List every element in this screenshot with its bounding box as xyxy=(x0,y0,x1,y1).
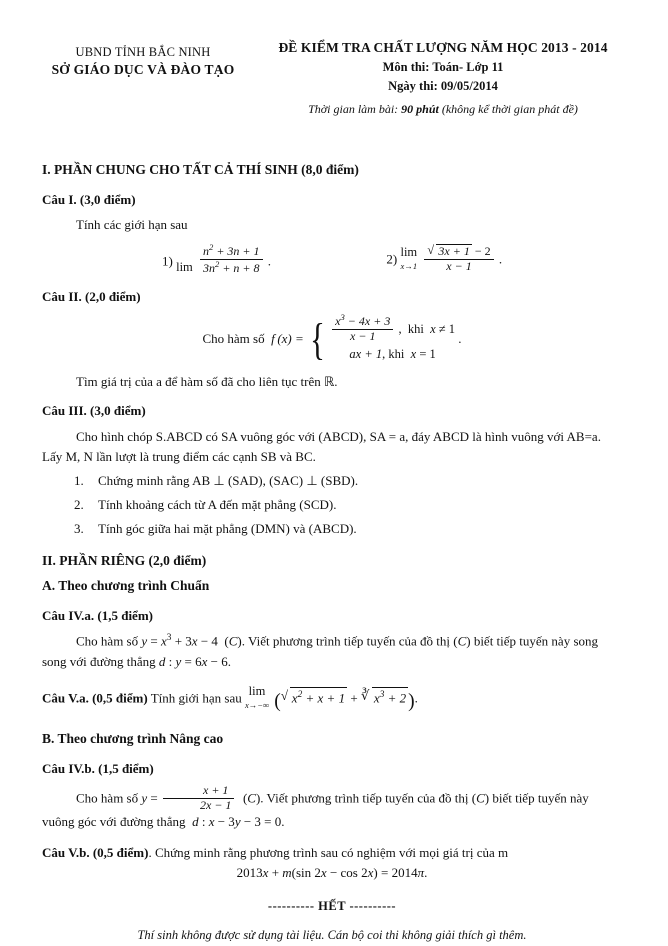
fraction-4b: $\frac{x + 1}{2x - 1}$ xyxy=(163,784,234,813)
case-2-expression: ax + 1 xyxy=(349,347,383,362)
exam-title-block xyxy=(252,38,634,118)
item-text: Tính khoảng cách từ A đến mặt phẳng (SCD). xyxy=(98,496,337,512)
part-2-heading: II. PHẦN RIÊNG (2,0 điểm) xyxy=(42,553,207,569)
item-text: Tính góc giữa hai mặt phẳng (DMN) và (ABCD). xyxy=(98,521,357,537)
question-1-item-2 xyxy=(320,243,622,278)
fraction-1: $\frac{n^2 + 3n + 1}{3n^2 + n + 8}$ xyxy=(200,243,263,276)
question-3-items xyxy=(42,471,622,539)
period-1: . xyxy=(267,253,272,269)
exam-date: Ngày thi: 09/05/2014 xyxy=(388,79,498,93)
sqrt-expression: √ $x^2 + x + 1$ xyxy=(281,687,347,708)
question-2-lead: Cho hàm số xyxy=(202,331,265,347)
item-1-label: 1) xyxy=(162,253,173,269)
question-5a-prompt: Tính giới hạn sau xyxy=(150,690,242,706)
close-paren: ) xyxy=(408,690,415,712)
case-1-fraction: $\frac{x^3 - 4x + 3}{x - 1}$ xyxy=(332,313,393,344)
question-3-heading: Câu III. (3,0 điểm) xyxy=(42,403,146,419)
left-brace: { xyxy=(310,315,325,365)
exam-duration xyxy=(252,100,634,118)
question-1-item-1 xyxy=(42,243,320,278)
question-3-statement: Cho hình chóp S.ABCD có SA vuông góc với (ABCD), SA = a, đáy ABCD là hình vuông với AB=a. Lấy M, N lần lượt là trung điểm các cạnh SB và BC. xyxy=(42,428,601,464)
cbrt-expression: ∛ $x^3 + 2$ xyxy=(361,687,408,708)
authority-line-2: SỞ GIÁO DỤC VÀ ĐÀO TẠO xyxy=(51,61,235,77)
question-2-heading: Câu II. (2,0 điểm) xyxy=(42,288,141,304)
duration-value: 90 phút xyxy=(401,101,439,116)
part-a-heading: A. Theo chương trình Chuẩn xyxy=(42,578,210,594)
part-1-heading: I. PHẦN CHUNG CHO TẤT CẢ THÍ SINH (8,0 điểm) xyxy=(42,161,359,177)
exam-title: ĐỀ KIỂM TRA CHẤT LƯỢNG NĂM HỌC 2013 - 2014 xyxy=(278,40,608,55)
plus-sign: + xyxy=(350,690,358,706)
case-1 xyxy=(330,311,455,343)
case-2 xyxy=(349,347,435,361)
question-4b-heading: Câu IV.b. (1,5 điểm) xyxy=(42,760,154,776)
item-number: 3. xyxy=(74,521,84,537)
question-5b-text: . Chứng minh rằng phương trình sau có nghiệm với mọi giá trị của m xyxy=(148,844,509,860)
item-number: 2. xyxy=(74,496,84,512)
open-paren: ( xyxy=(274,690,281,712)
function-notation: f (x) = xyxy=(267,331,304,347)
case-2-condition: , khi x = 1 xyxy=(382,347,436,362)
limit-operator: lim xyxy=(176,260,193,275)
limit-operator-3: lim x→−∞ xyxy=(244,683,270,711)
item-2-label: 2) xyxy=(386,251,398,267)
duration-prefix: Thời gian làm bài: xyxy=(308,101,399,116)
question-1-heading: Câu I. (3,0 điểm) xyxy=(42,191,136,207)
issuing-authority xyxy=(34,38,252,118)
question-5a-heading: Câu V.a. (0,5 điểm) xyxy=(42,690,148,706)
duration-suffix: (không kể thời gian phát đề) xyxy=(441,101,578,116)
question-5b-equation: 2013x + m(sin 2x − cos 2x) = 2014π. xyxy=(236,864,428,880)
fraction-2: √ $\frac{3x + 1 - 2}{x - 1}$ xyxy=(424,244,493,274)
question-2-function xyxy=(42,313,622,367)
limit-operator-2: lim x→1 xyxy=(400,244,418,272)
question-5b xyxy=(42,843,622,863)
piecewise-definition xyxy=(307,313,455,367)
question-5b-heading: Câu V.b. (0,5 điểm) xyxy=(42,844,149,860)
item-number: 1. xyxy=(74,472,84,488)
piecewise-cases xyxy=(330,313,455,367)
question-1-limits xyxy=(42,243,622,278)
period-4: . xyxy=(414,690,418,706)
period-2: . xyxy=(498,251,503,267)
document-header xyxy=(0,0,668,118)
question-1-prompt: Tính các giới hạn sau xyxy=(76,216,188,232)
period-3: . xyxy=(458,331,462,347)
question-4a-heading: Câu IV.a. (1,5 điểm) xyxy=(42,608,153,624)
question-2-ask: Tìm giá trị của a để hàm số đã cho liên tục trên ℝ. xyxy=(76,374,338,390)
question-4b-text: Cho hàm số y = $\frac{x + 1}{2x - 1}$ (C). Viết phương trình tiếp tuyến của đồ thị (C) biết tiếp tuyến này vuông góc với đường thẳng d : x − 3y − 3 = 0. xyxy=(42,782,589,830)
exam-content xyxy=(0,118,668,946)
question-4a-text: Cho hàm số $y = x^3 + 3x - 4$ (C). Viết phương trình tiếp tuyến của đồ thị (C) biết tiếp tuyến này song song với đường thẳng d : y = 6x − 6. xyxy=(42,633,599,669)
item-text: Chứng minh rằng AB ⊥ (SAD), (SAC) ⊥ (SBD). xyxy=(98,472,359,488)
list-item xyxy=(42,471,622,491)
case-1-condition: , khi x ≠ 1 xyxy=(398,322,455,337)
exam-subject: Môn thi: Toán- Lớp 11 xyxy=(382,60,504,75)
list-item xyxy=(42,519,622,539)
question-5a xyxy=(42,682,622,717)
list-item xyxy=(42,495,622,515)
authority-line-1: UBND TỈNH BẮC NINH xyxy=(75,45,211,59)
end-marker: ---------- HẾT ---------- xyxy=(267,898,397,913)
exam-footnote: Thí sinh không được sử dụng tài liệu. Cán bộ coi thi không giải thích gì thêm. xyxy=(137,928,527,943)
part-b-heading: B. Theo chương trình Nâng cao xyxy=(42,730,224,746)
